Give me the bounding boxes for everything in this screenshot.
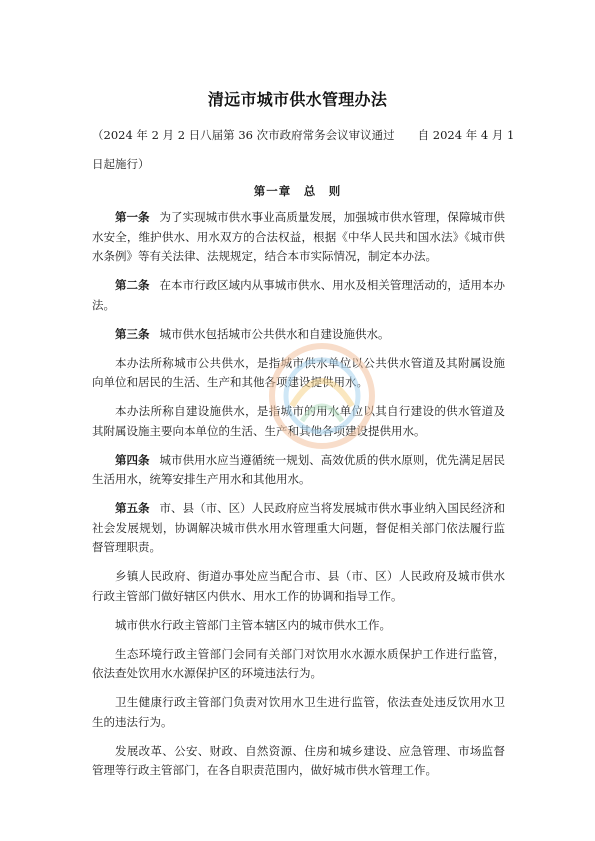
paragraph-text: 本办法所称城市公共供水，是指城市供水单位以公共供水管道及其附属设施向单位和居民的生活、生产和其他各项建设提供用水。: [92, 355, 505, 389]
document-body: [92, 208, 505, 790]
paragraph: [92, 616, 505, 636]
paragraph: [92, 451, 505, 490]
paragraph-text: 城市供水包括城市公共供水和自建设施供水。: [159, 326, 390, 341]
article-number: 第四条: [115, 452, 150, 467]
article-number: 第二条: [115, 278, 150, 292]
paragraph: [92, 742, 505, 781]
chapter-heading: 第一章 总 则: [253, 184, 342, 198]
paragraph-text: 市、县（市、区）人民政府应当将发展城市供水事业纳入国民经济和社会发展规划，协调解决城市供水用水管理重大问题，督促相关部门依法履行监督管理职责。: [92, 501, 505, 554]
paragraph: [92, 499, 505, 558]
document-meta: （2024 年 2 月 2 日八届第 36 次市政府常务会议审议通过 自 2024 年 4 月 1 日起施行）: [92, 128, 515, 171]
document-title: 清远市城市供水管理办法: [207, 90, 388, 109]
paragraph-text: 在本市行政区域内从事城市供水、用水及相关管理活动的，适用本办法。: [92, 278, 505, 312]
paragraph: [92, 276, 505, 315]
article-number: 第三条: [115, 326, 150, 341]
paragraph: [92, 208, 505, 267]
paragraph-text: 城市供用水应当遵循统一规划、高效优质的供水原则，优先满足居民生活用水，统筹安排生产用水和其他用水。: [92, 452, 505, 486]
paragraph: [92, 325, 505, 345]
paragraph: [92, 354, 505, 393]
paragraph: [92, 567, 505, 606]
paragraph-text: 本办法所称自建设施供水，是指城市的用水单位以其自行建设的供水管道及其附属设施主要向本单位的生活、生产和其他各项建设提供用水。: [92, 404, 505, 438]
paragraph-text: 城市供水行政主管部门主管本辖区内的城市供水工作。: [115, 617, 391, 632]
paragraph-text: 生态环境行政主管部门会同有关部门对饮用水水源水质保护工作进行监管，依法查处饮用水水源保护区的环境违法行为。: [92, 646, 505, 680]
article-number: 第五条: [115, 501, 150, 515]
paragraph-text: 乡镇人民政府、街道办事处应当配合市、县（市、区）人民政府及城市供水行政主管部门做好辖区内供水、用水工作的协调和指导工作。: [92, 569, 505, 603]
paragraph: [92, 693, 505, 732]
article-number: 第一条: [115, 210, 150, 224]
paragraph-text: 发展改革、公安、财政、自然资源、住房和城乡建设、应急管理、市场监督管理等行政主管部门，在各自职责范围内，做好城市供水管理工作。: [92, 743, 505, 777]
paragraph: [92, 645, 505, 684]
paragraph: [92, 402, 505, 441]
paragraph-text: 为了实现城市供水事业高质量发展，加强城市供水管理，保障城市供水安全，维护供水、用水双方的合法权益，根据《中华人民共和国水法》《城市供水条例》等有关法律、法规规定，结合本市实际情况，制定本办法。: [92, 210, 505, 263]
paragraph-text: 卫生健康行政主管部门负责对饮用水卫生进行监管，依法查处违反饮用水卫生的违法行为。: [92, 695, 505, 729]
